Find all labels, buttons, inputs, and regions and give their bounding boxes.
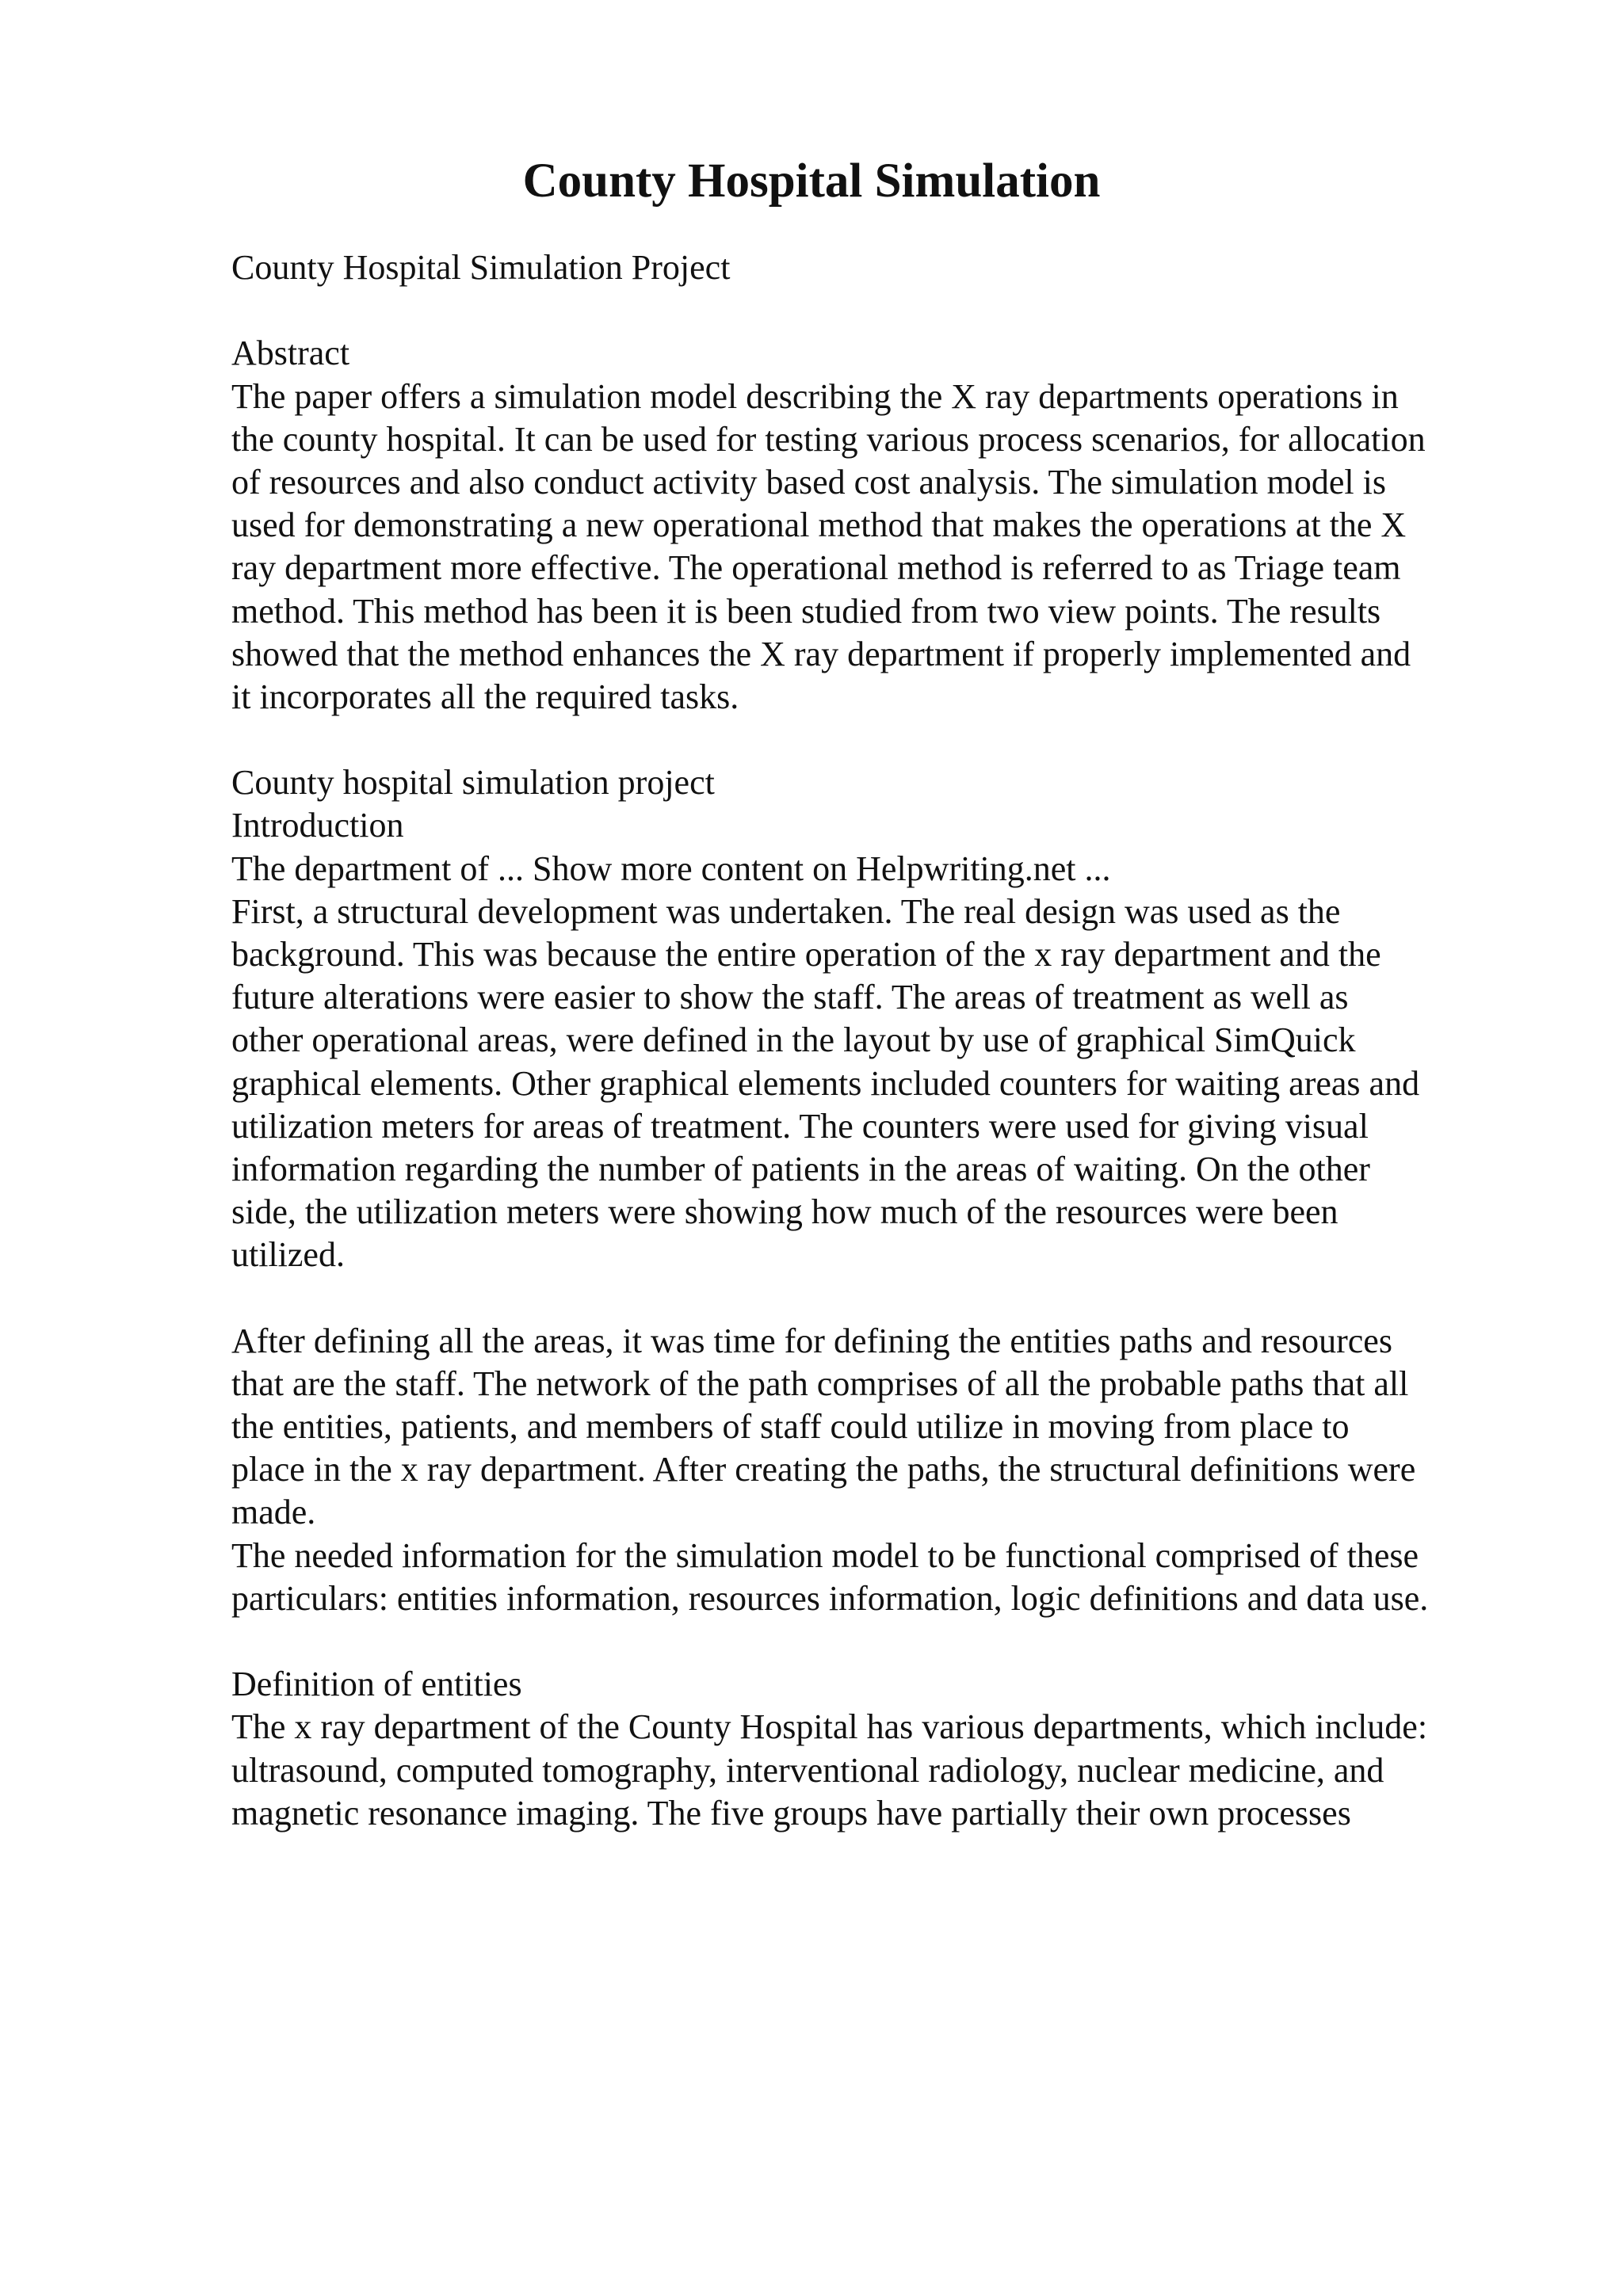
blank-line xyxy=(231,289,1515,332)
text-line: graphical elements. Other graphical elements included counters for waiting areas and xyxy=(231,1063,1420,1103)
paragraph-structural-development xyxy=(231,891,1515,1277)
introduction-heading: Introduction xyxy=(231,806,404,845)
text-line: the county hospital. It can be used for testing various process scenarios, for allocation xyxy=(231,419,1426,459)
text-line: it incorporates all the required tasks. xyxy=(231,677,739,716)
text-line: side, the utilization meters were showing how much of the resources were been xyxy=(231,1192,1338,1232)
text-line: other operational areas, were defined in the layout by use of graphical SimQuick xyxy=(231,1020,1356,1060)
paragraph-definition-of-entities xyxy=(231,1706,1515,1835)
entities-heading: Definition of entities xyxy=(231,1665,522,1704)
document-title: County Hospital Simulation xyxy=(522,154,1101,208)
text-line: the entities, patients, and members of staff could utilize in moving from place to xyxy=(231,1407,1350,1447)
text-line: that are the staff. The network of the path comprises of all the probable paths that all xyxy=(231,1363,1409,1403)
document-body xyxy=(231,246,1515,1835)
paragraph-paths-and-resources xyxy=(231,1320,1515,1620)
abstract-heading: Abstract xyxy=(231,334,350,373)
text-line: method. This method has been it is been studied from two view points. The results xyxy=(231,591,1381,631)
blank-line xyxy=(231,719,1515,761)
text-line: utilization meters for areas of treatment. The counters were used for giving visual xyxy=(231,1106,1369,1146)
text-line: place in the x ray department. After creating the paths, the structural definitions were xyxy=(231,1450,1416,1489)
blank-line xyxy=(231,1277,1515,1320)
text-line: After defining all the areas, it was time for defining the entities paths and resources xyxy=(231,1321,1392,1360)
text-line: background. This was because the entire operation of the x ray department and the xyxy=(231,935,1381,974)
text-line: of resources and also conduct activity based cost analysis. The simulation model is xyxy=(231,462,1386,502)
text-line: particulars: entities information, resources information, logic definitions and data use. xyxy=(231,1578,1429,1618)
text-line: The x ray department of the County Hospital has various departments, which include: xyxy=(231,1707,1428,1747)
introduction-teaser: The department of ... Show more content on Helpwriting.net ... xyxy=(231,849,1111,888)
text-line: showed that the method enhances the X ray department if properly implemented and xyxy=(231,634,1411,673)
text-line: magnetic resonance imaging. The five groups have partially their own processes xyxy=(231,1793,1351,1833)
text-line: The needed information for the simulation model to be functional comprised of these xyxy=(231,1535,1419,1575)
text-line: future alterations were easier to show the staff. The areas of treatment as well as xyxy=(231,978,1349,1017)
text-line: First, a structural development was undertaken. The real design was used as the xyxy=(231,891,1341,931)
text-line: The paper offers a simulation model describing the X ray departments operations in xyxy=(231,376,1399,416)
document-subtitle: County Hospital Simulation Project xyxy=(231,248,731,287)
blank-line xyxy=(231,1620,1515,1663)
abstract-paragraph xyxy=(231,376,1515,719)
section-title: County hospital simulation project xyxy=(231,763,715,803)
text-line: ultrasound, computed tomography, interventional radiology, nuclear medicine, and xyxy=(231,1750,1384,1790)
text-line: information regarding the number of patients in the areas of waiting. On the other xyxy=(231,1149,1370,1188)
text-line: made. xyxy=(231,1493,316,1532)
text-line: utilized. xyxy=(231,1235,345,1275)
text-line: used for demonstrating a new operational method that makes the operations at the X xyxy=(231,505,1407,545)
text-line: ray department more effective. The operational method is referred to as Triage team xyxy=(231,548,1401,588)
